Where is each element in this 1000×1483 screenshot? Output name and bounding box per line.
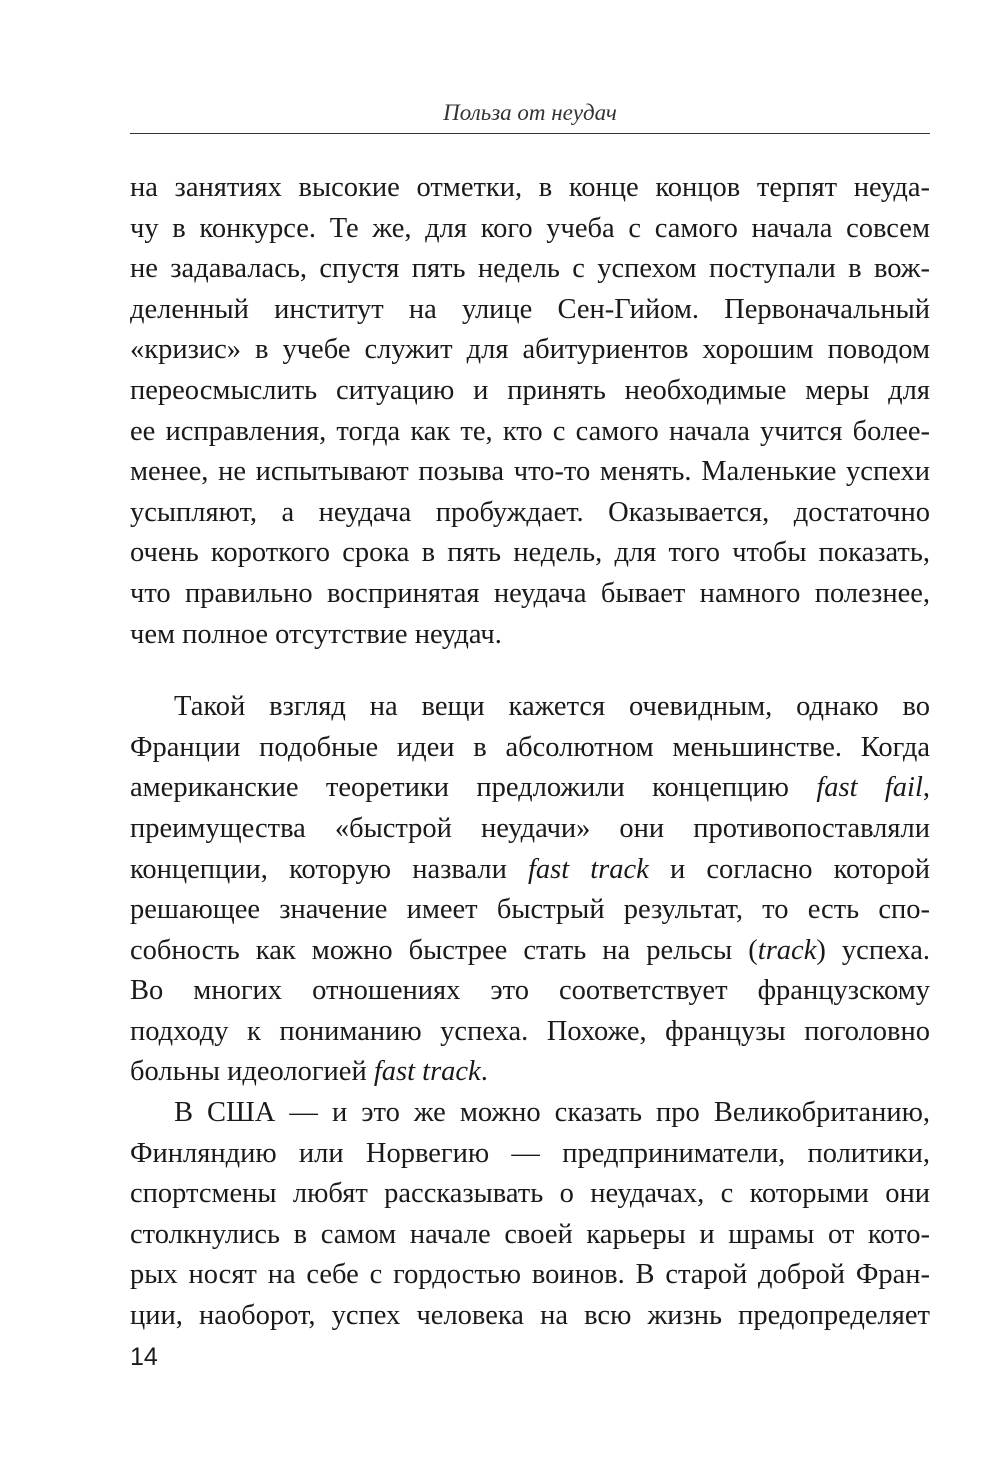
italic-term: fast fail bbox=[816, 772, 923, 804]
text-line bbox=[130, 687, 930, 728]
text-line bbox=[130, 1012, 930, 1053]
text-segment: решающее значение имеет быстрый результат, то есть спо- bbox=[130, 894, 930, 926]
text-segment: концепции, которую назвали bbox=[130, 853, 528, 885]
text-segment: подходу к пониманию успеха. Похоже, французы поголовно bbox=[130, 1015, 930, 1047]
text-segment: Во многих отношениях это соответствует французскому bbox=[130, 975, 930, 1007]
text-segment: Такой взгляд на вещи кажется очевидным, однако во bbox=[174, 691, 930, 723]
header-rule bbox=[130, 133, 930, 134]
text-segment: больны идеологией bbox=[130, 1056, 374, 1088]
text-segment: деленный институт на улице Сен-Гийом. Первоначальный bbox=[130, 293, 930, 325]
text-line bbox=[130, 330, 930, 371]
italic-term: track bbox=[757, 934, 817, 966]
text-segment: «кризис» в учебе служит для абитуриентов хорошим поводом bbox=[130, 334, 930, 366]
text-line bbox=[130, 615, 930, 656]
text-line bbox=[130, 290, 930, 331]
text-segment: . bbox=[480, 1056, 488, 1088]
text-segment: рых носят на себе с гордостью воинов. В старой доброй Фран- bbox=[130, 1259, 930, 1291]
text-line bbox=[130, 1296, 930, 1337]
text-line bbox=[130, 574, 930, 615]
text-segment: чем полное отсутствие неудач. bbox=[130, 618, 502, 650]
running-header: Польза от неудач bbox=[443, 100, 617, 125]
text-line bbox=[130, 931, 930, 972]
text-segment: американские теоретики предложили концепцию bbox=[130, 772, 817, 804]
text-line bbox=[130, 1255, 930, 1296]
text-segment: переосмыслить ситуацию и принять необходимые меры для bbox=[130, 374, 930, 406]
text-line bbox=[130, 168, 930, 209]
text-line bbox=[130, 1093, 930, 1134]
body-text bbox=[130, 168, 930, 1337]
text-segment: собность как можно быстрее стать на рельсы ( bbox=[130, 934, 758, 966]
text-segment: столкнулись в самом начале своей карьеры и шрамы от кото- bbox=[130, 1218, 930, 1250]
text-line bbox=[130, 209, 930, 250]
text-line bbox=[130, 249, 930, 290]
text-segment: на занятиях высокие отметки, в конце концов терпят неуда- bbox=[130, 172, 930, 203]
text-segment: Финляндию или Норвегию — предприниматели, политики, bbox=[130, 1137, 930, 1169]
text-line bbox=[130, 655, 930, 687]
text-line bbox=[130, 493, 930, 534]
text-segment: и согласно которой bbox=[648, 853, 930, 885]
italic-term: fast track bbox=[373, 1056, 481, 1088]
text-line bbox=[130, 1052, 930, 1093]
text-segment: очень короткого срока в пять недель, для того чтобы показать, bbox=[130, 537, 930, 569]
text-segment: , bbox=[922, 772, 931, 804]
text-line bbox=[130, 452, 930, 493]
text-line bbox=[130, 971, 930, 1012]
text-line bbox=[130, 1134, 930, 1175]
text-segment: преимущества «быстрой неудачи» они противопоставляли bbox=[130, 812, 930, 844]
text-segment: что правильно воспринятая неудача бывает намного полезнее, bbox=[130, 577, 930, 609]
text-line bbox=[130, 728, 930, 769]
italic-term: fast track bbox=[527, 853, 649, 885]
page-number: 14 bbox=[130, 1343, 158, 1371]
text-segment: менее, не испытывают позыва что-то менять. Маленькие успехи bbox=[130, 456, 930, 488]
text-line bbox=[130, 1174, 930, 1215]
text-segment: спортсмены любят рассказывать о неудачах, с которыми они bbox=[130, 1178, 930, 1210]
text-line bbox=[130, 371, 930, 412]
text-line bbox=[130, 412, 930, 453]
text-line bbox=[130, 809, 930, 850]
text-segment: ее исправления, тогда как те, кто с самого начала учится более- bbox=[130, 415, 930, 447]
text-segment: чу в конкурсе. Те же, для кого учеба с самого начала совсем bbox=[130, 212, 930, 244]
text-segment: ) успеха. bbox=[816, 934, 930, 966]
text-segment: В США — и это же можно сказать про Великобританию, bbox=[174, 1097, 930, 1129]
text-line bbox=[130, 890, 930, 931]
text-line bbox=[130, 768, 930, 809]
text-line bbox=[130, 850, 930, 891]
text-segment: не задавалась, спустя пять недель с успехом поступали в вож- bbox=[130, 253, 930, 285]
text-segment: усыпляют, а неудача пробуждает. Оказывается, достаточно bbox=[130, 496, 930, 528]
text-line bbox=[130, 533, 930, 574]
text-line bbox=[130, 1215, 930, 1256]
text-segment: ции, наоборот, успех человека на всю жизнь предопределяет bbox=[130, 1300, 930, 1332]
text-segment: Франции подобные идеи в абсолютном меньшинстве. Когда bbox=[130, 731, 930, 763]
